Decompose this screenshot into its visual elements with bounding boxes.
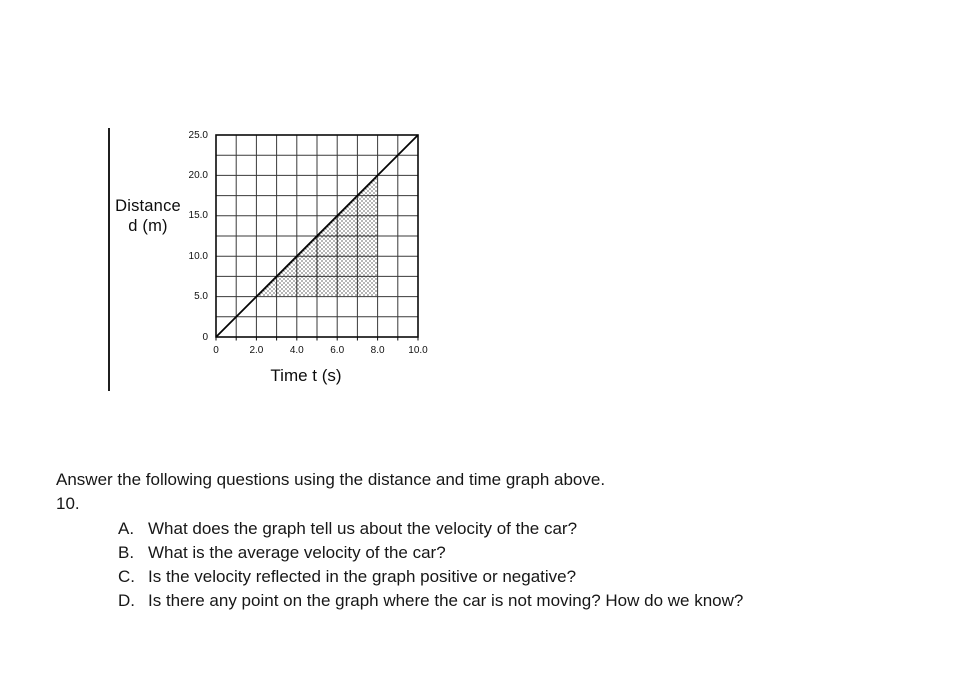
y-tick-label: 5.0 [194, 291, 208, 303]
x-tick-label: 0 [213, 345, 219, 356]
question-item [56, 565, 926, 589]
question-letter: B. [118, 542, 135, 562]
y-tick-label: 10.0 [188, 250, 208, 262]
y-tick-label: 0 [202, 331, 208, 343]
question-item [56, 517, 926, 541]
question-text: What is the average velocity of the car? [148, 542, 446, 562]
x-tick-label: 2.0 [249, 345, 264, 356]
question-letter: A. [118, 518, 135, 538]
y-tick-label: 15.0 [188, 210, 208, 222]
y-axis-title-line2: d (m) [128, 216, 168, 235]
question-list [56, 517, 926, 614]
x-tick-label: 6.0 [330, 345, 345, 356]
x-tick-label: 10.0 [408, 345, 428, 356]
question-letter: C. [118, 567, 135, 587]
question-text: Is there any point on the graph where the car is not moving? How do we know? [148, 591, 744, 611]
x-axis-title: Time t (s) [270, 366, 342, 385]
x-tick-label: 4.0 [289, 345, 304, 356]
questions-block [56, 468, 926, 614]
question-letter: D. [118, 591, 135, 611]
question-text: What does the graph tell us about the velocity of the car? [148, 518, 578, 538]
y-axis-title-line1: Distance [115, 197, 181, 215]
question-number: 10. [56, 494, 80, 514]
question-text: Is the velocity reflected in the graph positive or negative? [148, 567, 577, 587]
question-item [56, 589, 926, 613]
left-border-line [108, 128, 110, 391]
question-item [56, 541, 926, 565]
x-tick-label: 8.0 [370, 345, 385, 356]
intro-text: Answer the following questions using the distance and time graph above. [56, 470, 606, 489]
y-tick-label: 25.0 [188, 129, 208, 141]
y-tick-label: 20.0 [188, 169, 208, 181]
plot-area [215, 134, 419, 343]
